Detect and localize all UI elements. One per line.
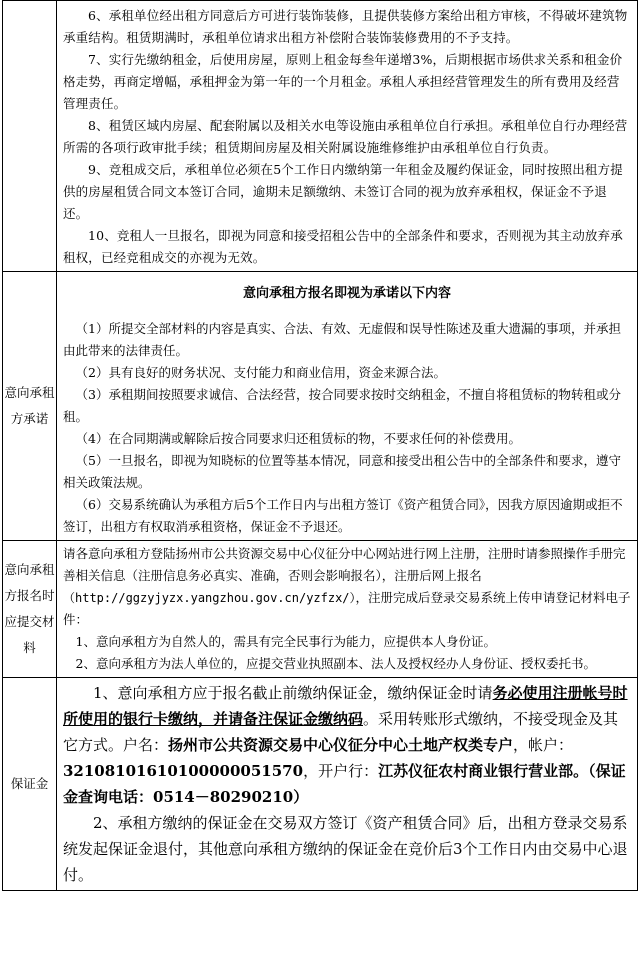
materials-intro: 请各意向承租方登陆扬州市公共资源交易中心仪征分中心网站进行网上注册，注册时请参照操作手册完善相关信息（注册信息务必真实、准确，否则会影响报名），注册后网上报名（http://ggzyjyzx.yangzhou.gov.cn/yzfzx/），注册完成后登录交易系统上传申请登记材料电子件： bbox=[63, 546, 631, 627]
rules-content-cell bbox=[57, 1, 638, 272]
registration-link[interactable]: （http://ggzyjyzx.yangzhou.gov.cn/yzfzx/） bbox=[63, 591, 356, 605]
materials-content-cell bbox=[57, 541, 638, 678]
rule-item: 10、竞租人一旦报名，即视为同意和接受招租公告中的全部条件和要求，否则视为其主动放弃承租权，已经竞租成交的亦视为无效。 bbox=[63, 228, 623, 265]
deposit-paragraph-2: 2、承租方缴纳的保证金在交易双方签订《资产租赁合同》后，出租方登录交易系统发起保证金退付，其他意向承租方缴纳的保证金在竞价后3个工作日内由交易中心退付。 bbox=[63, 814, 628, 884]
deposit-paragraph-1: 1、意向承租方应于报名截止前缴纳保证金，缴纳保证金时请务必使用注册帐号时所使用的银行卡缴纳，并请备注保证金缴纳码。采用转账形式缴纳，不接受现金及其它方式。户名：扬州市公共资源交易中心仪征分中心土地产权类专户，帐户：32108101610100000051570，开户行：江苏仪征农村商业银行营业部。（保证金查询电话：0514－80290210） bbox=[63, 684, 628, 806]
materials-item: 2、意向承租方为法人单位的，应提交营业执照副本、法人及授权经办人身份证、授权委托书。 bbox=[75, 656, 596, 671]
deposit-content-cell bbox=[57, 678, 638, 891]
notice-table bbox=[2, 0, 638, 891]
account-name: 扬州市公共资源交易中心仪征分中心土地产权类专户 bbox=[168, 736, 514, 754]
commitment-item: （6）交易系统确认为承租方后5个工作日内与出租方签订《资产租赁合同》，因我方原因逾期或拒不签订，出租方有权取消承租资格，保证金不予退还。 bbox=[63, 497, 623, 534]
commitment-item: （4）在合同期满或解除后按合同要求归还租赁标的物，不要求任何的补偿费用。 bbox=[75, 431, 521, 446]
deposit-row bbox=[3, 678, 638, 891]
deposit-warning: 务必使用注册帐号时所使用的银行卡缴纳，并请备注保证金缴纳码 bbox=[63, 684, 628, 728]
account-number: 32108101610100000051570 bbox=[63, 762, 304, 780]
rules-label-cell bbox=[3, 1, 57, 272]
commitment-title: 意向承租方报名即视为承诺以下内容 bbox=[242, 286, 451, 301]
commitment-content-cell bbox=[57, 272, 638, 541]
rule-item: 6、承租单位经出租方同意后方可进行装饰装修，且提供装修方案给出租方审核，不得破坏建筑物承重结构。租赁期满时，承租单位请求出租方补偿附合装饰装修费用的不予支持。 bbox=[63, 8, 628, 45]
rule-item: 9、竞租成交后，承租单位必须在5个工作日内缴纳第一年租金及履约保证金，同时按照出租方提供的房屋租赁合同文本签订合同，逾期未足额缴纳、未签订合同的视为放弃承租权，保证金不予退还。 bbox=[63, 162, 623, 221]
commitment-item: （3）承租期间按照要求诚信、合法经营，按合同要求按时交纳租金，不擅自将租赁标的物转租或分租。 bbox=[63, 387, 621, 424]
commitment-item: （5）一旦报名，即视为知晓标的位置等基本情况，同意和接受出租公告中的全部条件和要求，遵守相关政策法规。 bbox=[63, 453, 621, 490]
commitment-row bbox=[3, 272, 638, 541]
rules-row bbox=[3, 1, 638, 272]
commitment-label: 意向承租方承诺 bbox=[3, 272, 57, 541]
materials-item: 1、意向承租方为自然人的，需具有完全民事行为能力，应提供本人身份证。 bbox=[75, 634, 496, 649]
commitment-item: （1）所提交全部材料的内容是真实、合法、有效、无虚假和误导性陈述及重大遗漏的事项，并承担由此带来的法律责任。 bbox=[63, 321, 621, 358]
deposit-label: 保证金 bbox=[3, 678, 57, 891]
commitment-item: （2）具有良好的财务状况、支付能力和商业信用，资金来源合法。 bbox=[75, 365, 446, 380]
rule-item: 8、租赁区域内房屋、配套附属以及相关水电等设施由承租单位自行承担。承租单位自行办理经营所需的各项行政审批手续；租赁期间房屋及相关附属设施维修维护由承租单位自行负责。 bbox=[63, 118, 628, 155]
materials-label: 意向承租方报名时应提交材料 bbox=[3, 541, 57, 678]
materials-row bbox=[3, 541, 638, 678]
bank-name: 江苏仪征农村商业银行营业部 bbox=[378, 762, 574, 780]
rule-item: 7、实行先缴纳租金，后使用房屋，原则上租金每叁年递增3%，后期根据市场供求关系和租金价格走势，再商定增幅，承租押金为第一年的一个月租金。承租人承担经营管理发生的所有费用及经营管理责任。 bbox=[63, 52, 623, 111]
